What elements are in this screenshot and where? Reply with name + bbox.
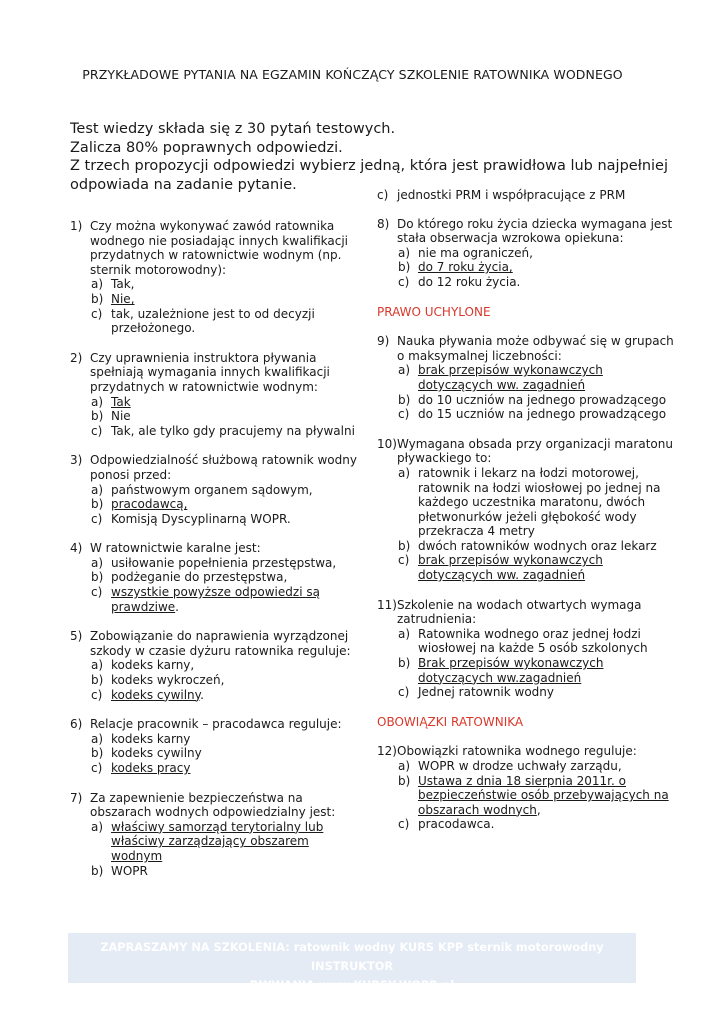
option-text-body: kodeks cywilny (111, 746, 202, 761)
answer-options (398, 759, 677, 832)
option-letter: c) (398, 274, 410, 289)
option-text (418, 275, 677, 290)
option-letter: b) (398, 260, 411, 275)
question-row (70, 351, 360, 395)
option-text-body: kodeks wykroczeń, (111, 673, 225, 688)
question-text: Do którego roku życia dziecka wymagana jest stała obserwacja wzrokowa opiekuna: (397, 216, 673, 246)
question-list (377, 334, 677, 700)
option-text (111, 277, 360, 292)
option-text (111, 570, 360, 585)
intro-line: Z trzech propozycji odpowiedzi wybierz jedną, która jest prawidłowa lub najpełniej (70, 158, 668, 174)
option-text-body: tak, uzależnione jest to od decyzji przełożonego. (111, 306, 315, 336)
question (70, 629, 360, 702)
question-text: Odpowiedzialność służbową ratownik wodny ponosi przed: (90, 453, 357, 482)
option-letter: c) (398, 407, 410, 422)
answer-option (91, 512, 360, 527)
option-text-body: państwowym organem sądowym, (111, 482, 313, 497)
question-number: 12) (377, 744, 397, 759)
option-text-body: pracodawca. (418, 817, 495, 832)
option-text (111, 292, 360, 307)
option-letter: a) (398, 465, 411, 480)
option-text-body: dwóch ratowników wodnych oraz lekarz (418, 538, 657, 553)
answer-option (91, 277, 360, 292)
option-letter: c) (91, 585, 103, 600)
option-text-body: do 10 uczniów na jednego prowadzącego (418, 392, 667, 407)
option-text-body: kodeks pracy (111, 761, 191, 775)
answer-options (91, 732, 360, 776)
answer-option (398, 275, 677, 290)
left-column (70, 219, 360, 893)
answer-option (398, 685, 677, 700)
option-letter: a) (91, 394, 104, 409)
option-letter: b) (91, 746, 104, 761)
question (377, 217, 677, 290)
option-text-body: podżeganie do przestępstwa, (111, 570, 288, 585)
option-suffix: , (536, 802, 541, 817)
option-text (418, 759, 677, 774)
answer-option (91, 688, 360, 703)
answer-option (398, 246, 677, 261)
question-number: 8) (377, 216, 390, 231)
option-text-body: Nie, (111, 291, 135, 306)
answer-option (91, 483, 360, 498)
option-letter: c) (91, 306, 103, 321)
option-text (111, 497, 360, 512)
option-suffix: . (200, 687, 204, 702)
answer-option (91, 658, 360, 673)
question-text: Zobowiązanie do naprawienia wyrządzonej szkody w czasie dyżuru ratownika reguluje: (90, 629, 351, 658)
question (377, 334, 677, 422)
banner-line: PŁYWANIA www.KURSY-WOPR.pl (249, 979, 455, 992)
option-text (418, 627, 677, 656)
answer-option (398, 393, 677, 408)
option-letter: a) (398, 245, 411, 260)
option-text (111, 395, 360, 410)
question-number: 9) (377, 334, 390, 349)
question-text: W ratownictwie karalne jest: (90, 541, 261, 556)
question-text: Szkolenie na wodach otwartych wymaga zatrudnienia: (397, 597, 642, 627)
option-letter: b) (91, 673, 104, 688)
question (377, 598, 677, 700)
intro-line: odpowiada na zadanie pytanie. (70, 176, 297, 193)
option-text (111, 746, 360, 761)
question (70, 717, 360, 775)
option-text (111, 688, 360, 703)
answer-option (91, 556, 360, 571)
option-text (418, 539, 677, 554)
option-text-body: nie ma ograniczeń, (418, 245, 533, 260)
option-text (418, 774, 677, 818)
option-text (111, 673, 360, 688)
option-text (418, 260, 677, 275)
option-letter: a) (91, 555, 104, 570)
option-text (111, 761, 360, 776)
option-text-body: brak przepisów wykonawczych dotyczących ww. zagadnień (418, 553, 603, 583)
promo-banner (68, 933, 636, 992)
option-text (418, 407, 677, 422)
question-list (377, 744, 677, 832)
answer-option (398, 553, 677, 582)
question-row (377, 744, 677, 759)
option-letter: b) (398, 773, 411, 788)
answer-option (398, 627, 677, 656)
intro-line: Test wiedzy składa się z 30 pytań testowych. (70, 121, 396, 137)
option-letter: c) (398, 817, 410, 832)
answer-option (91, 424, 360, 439)
answer-options (91, 277, 360, 335)
question-text: Relacje pracownik – pracodawca reguluje: (90, 717, 342, 732)
answer-option (398, 759, 677, 774)
option-text (111, 409, 360, 424)
option-text (111, 820, 360, 864)
question-number: 7) (70, 790, 83, 805)
answer-option (91, 585, 360, 614)
question-row (377, 334, 677, 363)
option-text-body: usiłowanie popełnienia przestępstwa, (111, 555, 337, 570)
answer-option (91, 864, 360, 879)
question-text: Za zapewnienie bezpieczeństwa na obszarach wodnych odpowiedzialny jest: (90, 790, 336, 820)
option-text (111, 658, 360, 673)
question-row (70, 791, 360, 820)
option-letter: a) (398, 626, 411, 641)
question-row (70, 717, 360, 732)
question-number: 6) (70, 717, 83, 732)
option-text-body: Tak, (111, 277, 135, 292)
option-text-body: Ratownika wodnego oraz jednej łodzi wiosłowej na każde 5 osób szkolonych (418, 626, 648, 656)
option-letter: b) (91, 497, 104, 512)
option-letter: b) (398, 392, 411, 407)
answer-option (91, 732, 360, 747)
option-text-body: do 15 uczniów na jednego prowadzącego (418, 407, 667, 422)
answer-option (91, 292, 360, 307)
continued-option (377, 188, 677, 203)
option-text (111, 732, 360, 747)
option-text-body: Tak (111, 394, 131, 409)
option-text (111, 424, 360, 439)
answer-option (91, 395, 360, 410)
answer-option (398, 407, 677, 422)
option-text-body: brak przepisów wykonawczych dotyczących ww. zagadnień (418, 363, 603, 392)
option-text-body: WOPR w drodze uchwały zarządu, (418, 759, 622, 773)
intro-text (70, 120, 670, 194)
option-text-body: pracodawcą, (111, 497, 188, 512)
option-letter: c) (377, 188, 389, 202)
option-text-body: kodeks karny, (111, 658, 195, 673)
intro-line: Zalicza 80% poprawnych odpowiedzi. (70, 139, 343, 156)
section-heading: PRAWO UCHYLONE (377, 304, 491, 319)
right-column (377, 188, 677, 847)
option-letter: a) (91, 819, 104, 834)
option-text-body: kodeks karny (111, 731, 191, 746)
option-letter: c) (91, 687, 103, 702)
question-number: 5) (70, 629, 83, 644)
option-text (111, 556, 360, 571)
question-text: Obowiązki ratownika wodnego reguluje: (397, 744, 637, 759)
option-text-body: Ustawa z dnia 18 sierpnia 2011r. o bezpieczeństwie osób przebywających na obszarach wodnych (418, 773, 669, 817)
question-text: Nauka pływania może odbywać się w grupach o maksymalnej liczebności: (397, 334, 674, 363)
option-text (418, 685, 677, 700)
option-letter: b) (398, 538, 411, 553)
option-letter: b) (91, 291, 104, 306)
question-number: 11) (377, 597, 397, 612)
question-number: 4) (70, 541, 83, 556)
option-text-body: do 12 roku życia. (418, 274, 521, 289)
answer-options (91, 556, 360, 614)
option-text (418, 553, 677, 582)
option-text-body: Nie (111, 409, 131, 424)
question-number: 10) (377, 436, 397, 451)
option-text (418, 393, 677, 408)
section-heading: OBOWIĄZKI RATOWNIKA (377, 714, 524, 729)
option-text (418, 466, 677, 539)
question (377, 437, 677, 583)
answer-option (398, 774, 677, 818)
question-row (377, 437, 677, 466)
question (70, 351, 360, 439)
question-row (377, 217, 677, 246)
question (70, 453, 360, 526)
answer-options (398, 627, 677, 700)
answer-options (91, 395, 360, 439)
answer-options (398, 246, 677, 290)
answer-option (91, 307, 360, 336)
answer-option (91, 409, 360, 424)
answer-option (398, 656, 677, 685)
option-text (111, 585, 360, 614)
option-text (418, 363, 677, 392)
option-text-body: Tak, ale tylko gdy pracujemy na pływalni (111, 423, 355, 438)
option-letter: c) (398, 553, 410, 568)
question-text: Wymagana obsada przy organizacji maratonu pływackiego to: (397, 436, 673, 466)
question (377, 744, 677, 832)
answer-options (91, 820, 360, 878)
question (70, 541, 360, 614)
option-letter: b) (398, 656, 411, 671)
option-letter: b) (91, 409, 104, 424)
option-letter: b) (91, 863, 104, 878)
option-text-body: kodeks cywilny (111, 687, 201, 702)
option-letter: a) (91, 658, 104, 673)
answer-option (91, 820, 360, 864)
question-row (377, 598, 677, 627)
option-text: jednostki PRM i współpracujące z PRM (397, 188, 626, 202)
option-text (111, 864, 360, 879)
option-text-body: właściwy samorząd terytorialny lub właściwy zarządzający obszarem wodnym (111, 819, 324, 863)
answer-option (91, 746, 360, 761)
answer-option (91, 761, 360, 776)
option-text-body: wszystkie powyższe odpowiedzi są prawdziwe (111, 585, 320, 614)
option-letter: a) (398, 363, 411, 378)
answer-option (398, 363, 677, 392)
option-text-body: WOPR (111, 863, 148, 878)
option-text (418, 656, 677, 685)
option-text-body: Jednej ratownik wodny (418, 685, 555, 700)
option-letter: a) (91, 482, 104, 497)
answer-option (91, 497, 360, 512)
option-letter: c) (398, 685, 410, 700)
banner-line: ZAPRASZAMY NA SZKOLENIA: ratownik wodny KURS KPP sternik motorowodny INSTRUKTOR (100, 941, 604, 973)
option-text-body: Komisją Dyscyplinarną WOPR. (111, 511, 291, 526)
question-row (70, 453, 360, 482)
answer-option (91, 673, 360, 688)
option-text (111, 483, 360, 498)
question (70, 219, 360, 336)
option-letter: c) (91, 423, 103, 438)
question-text: Czy można wykonywać zawód ratownika wodnego nie posiadając innych kwalifikacji przydatnych w ratownictwie wodnym (np. sternik motorowodny): (90, 219, 349, 277)
answer-options (398, 363, 677, 421)
option-text-body: Brak przepisów wykonawczych dotyczących ww.zagadnień (418, 656, 604, 685)
option-text (111, 307, 360, 336)
question-number: 1) (70, 219, 83, 233)
option-suffix: . (175, 599, 179, 614)
answer-option (398, 817, 677, 832)
question-number: 2) (70, 350, 83, 365)
question-text: Czy uprawnienia instruktora pływania spełniają wymagania innych kwalifikacji przydatnych w ratownictwie wodnym: (90, 350, 330, 394)
option-letter: a) (91, 277, 104, 292)
question (70, 791, 360, 879)
option-text (418, 246, 677, 261)
answer-options (91, 483, 360, 527)
option-text-body: do 7 roku życia, (418, 260, 513, 275)
question-number: 3) (70, 453, 83, 468)
answer-option (91, 570, 360, 585)
option-text (111, 512, 360, 527)
option-text (418, 817, 677, 832)
option-letter: a) (91, 731, 104, 746)
option-letter: b) (91, 570, 104, 585)
option-letter: c) (91, 511, 103, 526)
answer-option (398, 539, 677, 554)
question-list (70, 219, 360, 878)
question-list (377, 217, 677, 290)
question-row (70, 629, 360, 658)
question-row (70, 219, 360, 277)
document-title: PRZYKŁADOWE PYTANIA NA EGZAMIN KOŃCZĄCY SZKOLENIE RATOWNIKA WODNEGO (82, 67, 623, 82)
option-text-body: ratownik i lekarz na łodzi motorowej, ratownik na łodzi wiosłowej po jednej na każdego uczestnika maratonu, dwóch płetwonurków jeżeli głębokość wody przekracza 4 metry (418, 465, 661, 539)
answer-options (91, 658, 360, 702)
answer-option (398, 260, 677, 275)
answer-options (398, 466, 677, 583)
option-letter: a) (398, 759, 411, 773)
option-letter: c) (91, 761, 103, 775)
question-row (70, 541, 360, 556)
answer-option (398, 466, 677, 539)
